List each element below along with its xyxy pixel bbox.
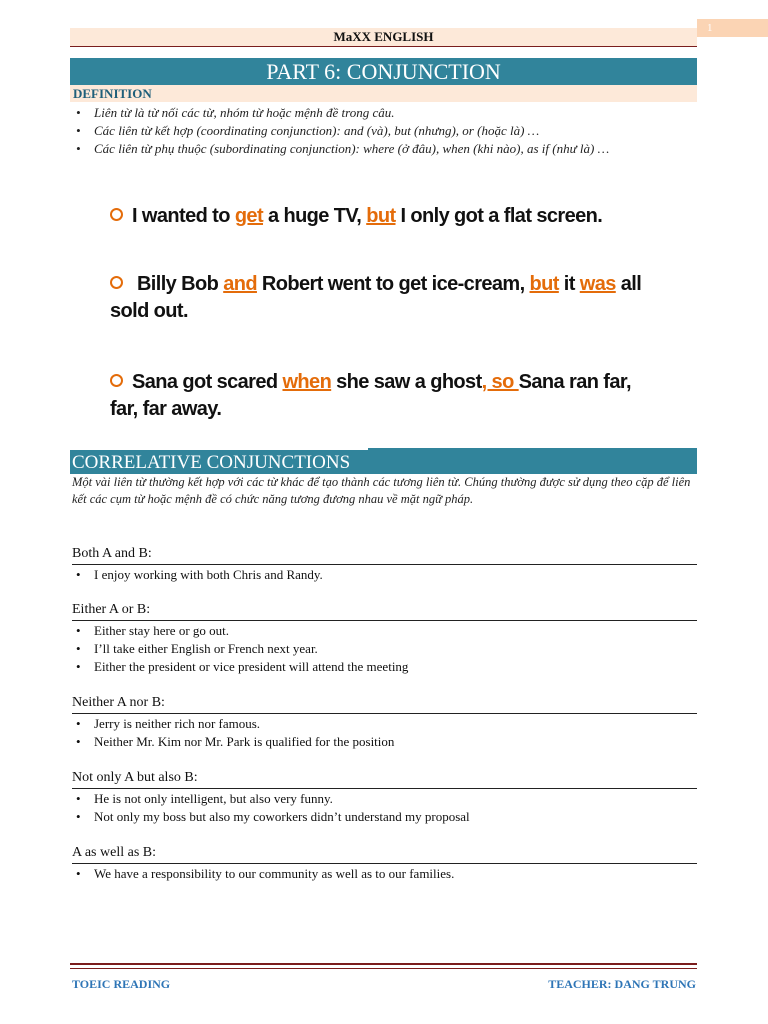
example-text: Billy Bob: [132, 273, 224, 295]
correlative-heading: CORRELATIVE CONJUNCTIONS: [70, 448, 368, 474]
list-item: • He is not only intelligent, but also very funny.: [72, 790, 692, 808]
correlative-intro: Một vài liên từ thường kết hợp với các từ khác để tạo thành các tương liên từ. Chúng thường được sử dụng theo cặp để liên kết các cụm từ hoặc mệnh đề có chức năng tương đương nhau về mặt ngữ pháp.: [72, 475, 691, 506]
highlighted-word: was: [579, 273, 616, 295]
definition-item: • Các liên từ phụ thuộc (subordinating conjunction): where (ở đâu), when (khi nào), as if (như là) …: [72, 140, 692, 158]
group-title: Neither A nor B:: [72, 694, 697, 714]
list-item: • I’ll take either English or French next year.: [72, 640, 692, 658]
definition-item: • Các liên từ kết hợp (coordinating conjunction): and (và), but (nhưng), or (hoặc là) …: [72, 122, 692, 140]
example-sentence-1: [110, 203, 670, 230]
definition-item: • Liên từ là từ nối các từ, nhóm từ hoặc mệnh đề trong câu.: [72, 104, 692, 122]
circle-bullet-icon: [110, 208, 123, 221]
definition-list: [72, 104, 692, 158]
highlighted-word: get: [234, 205, 264, 227]
group-list: [72, 715, 692, 751]
footer-course: TOEIC READING: [72, 977, 171, 991]
group-title: Both A and B:: [72, 545, 697, 565]
footer-teacher: TEACHER: DANG TRUNG: [548, 977, 696, 991]
group-title: Either A or B:: [72, 601, 697, 621]
part-title: PART 6: CONJUNCTION: [70, 58, 697, 85]
list-item: • Either the president or vice president will attend the meeting: [72, 658, 692, 676]
group-list: [72, 865, 692, 883]
example-text: it: [558, 273, 580, 295]
highlighted-word: but: [529, 273, 559, 295]
highlighted-word: and: [223, 273, 257, 295]
footer-rule: [70, 963, 697, 969]
example-text: I only got a flat screen: [395, 205, 598, 227]
list-item: • Not only my boss but also my coworkers didn’t understand my proposal: [72, 808, 692, 826]
circle-bullet-icon: [110, 276, 123, 289]
list-item: • Either stay here or go out.: [72, 622, 692, 640]
group-title: A as well as B:: [72, 844, 697, 864]
group-list: [72, 790, 692, 826]
example-text: .: [597, 205, 603, 227]
example-sentence-2: [110, 271, 650, 325]
example-text: she saw a ghost: [331, 371, 482, 393]
example-text: .: [216, 398, 222, 420]
example-text: Sana ran far, far, far away: [110, 371, 631, 420]
example-text: all sold out.: [110, 273, 642, 322]
header-brand: MaXX ENGLISH: [70, 28, 697, 47]
circle-bullet-icon: [110, 374, 123, 387]
list-item: • I enjoy working with both Chris and Randy.: [72, 566, 692, 584]
page-number: 1: [697, 19, 768, 37]
group-list: [72, 622, 692, 676]
example-text: Robert went to get ice-cream,: [256, 273, 530, 295]
highlighted-word: , so: [481, 371, 519, 393]
example-sentence-3: [110, 369, 655, 423]
list-item: • Jerry is neither rich nor famous.: [72, 715, 692, 733]
list-item: • Neither Mr. Kim nor Mr. Park is qualified for the position: [72, 733, 692, 751]
group-list: [72, 566, 692, 584]
highlighted-word: but: [366, 205, 396, 227]
list-item: • We have a responsibility to our community as well as to our families.: [72, 865, 692, 883]
example-text: Sana got scared: [132, 371, 283, 393]
definition-heading: DEFINITION: [70, 85, 697, 102]
example-text: I wanted to: [132, 205, 235, 227]
highlighted-word: when: [282, 371, 332, 393]
example-text: a huge TV,: [263, 205, 367, 227]
group-title: Not only A but also B:: [72, 769, 697, 789]
